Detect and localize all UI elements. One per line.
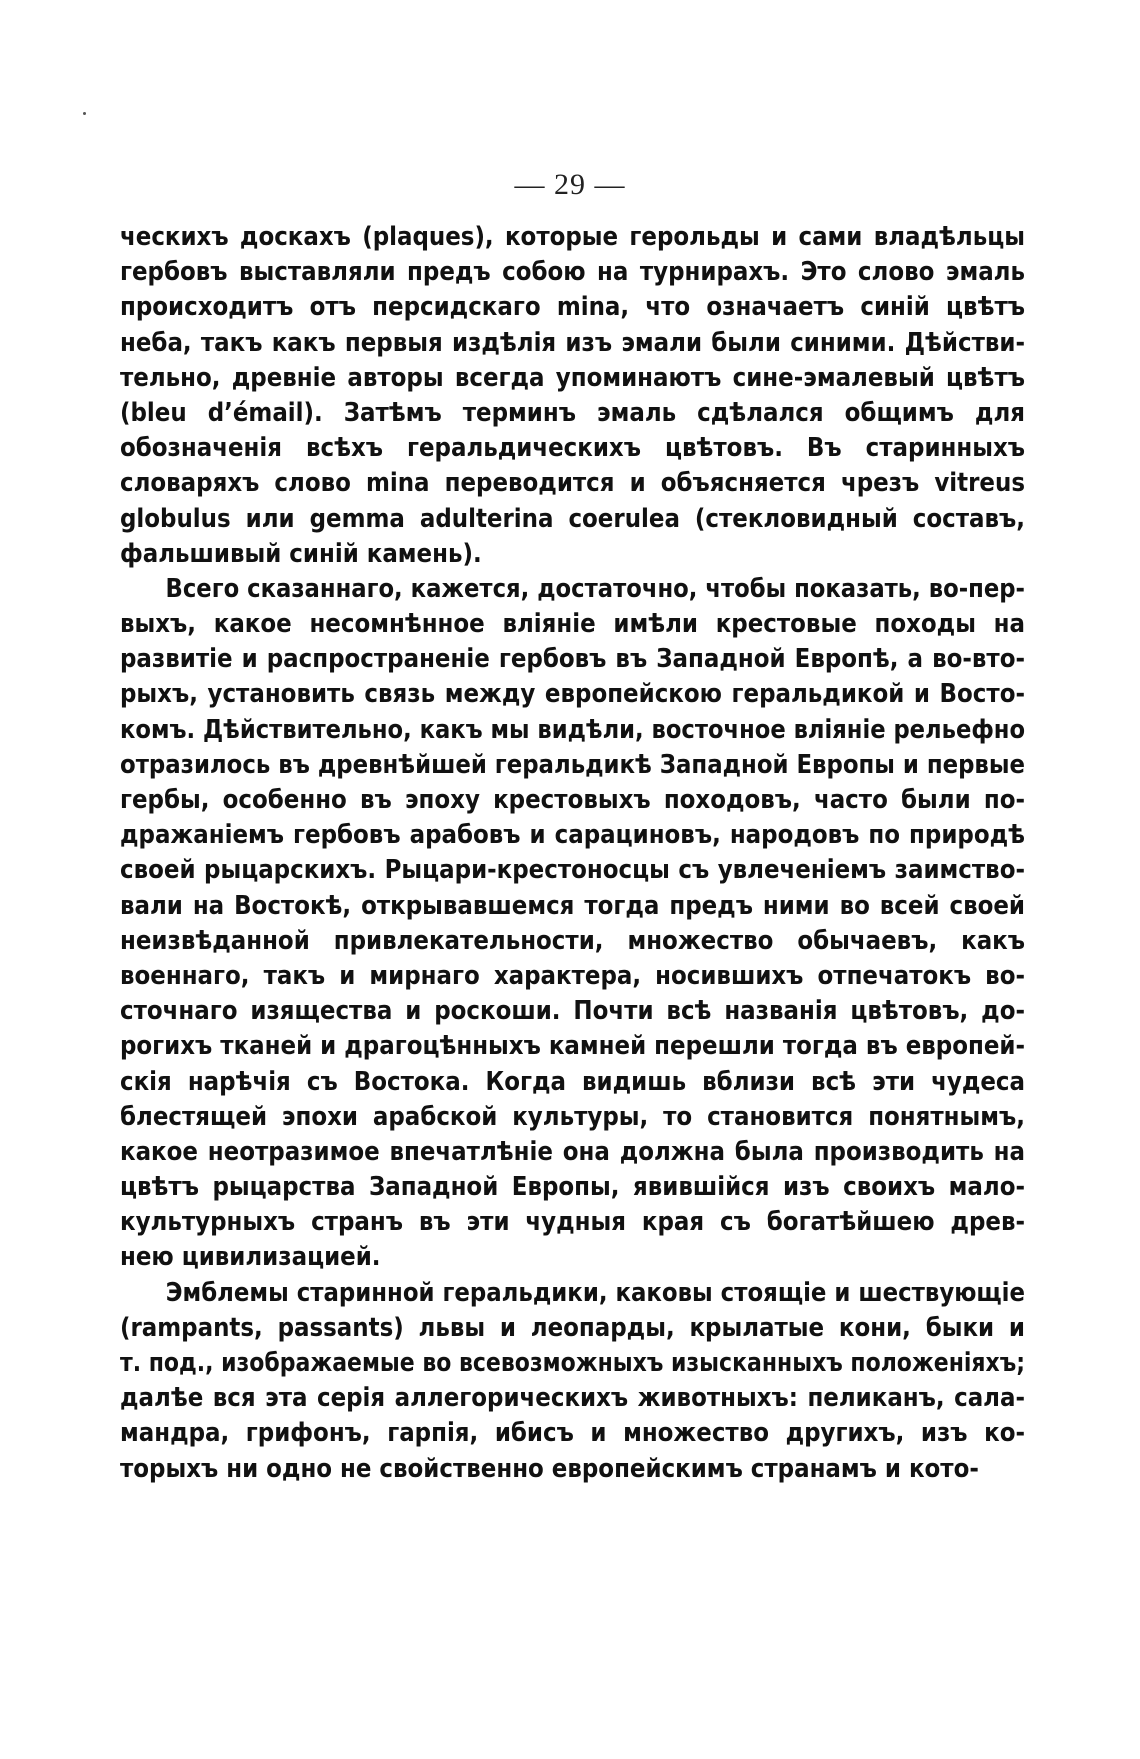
text-line: вали на Востокѣ, открывавшемся тогда предъ ними во всей своей	[120, 890, 1025, 921]
text-line: рогихъ тканей и драгоцѣнныхъ камней перешли тогда въ европей-	[120, 1031, 1025, 1062]
scan-speck	[83, 112, 86, 115]
text-line: Эмблемы старинной геральдики, каковы стоящіе и шествующіе	[165, 1277, 1026, 1308]
text-line: какое неотразимое впечатлѣніе она должна была производить на	[120, 1136, 1025, 1167]
text-line: мандра, грифонъ, гарпія, ибисъ и множество другихъ, изъ ко-	[120, 1418, 1025, 1449]
text-line: торыхъ ни одно не свойственно европейскимъ странамъ и кото-	[120, 1453, 979, 1484]
text-line: неба, такъ какъ первыя издѣлія изъ эмали были синими. Дѣйстви-	[120, 327, 1025, 358]
text-line: т. под., изображаемые во всевозможныхъ изысканныхъ положеніяхъ;	[120, 1348, 1026, 1378]
text-line: (bleu d’émail). Затѣмъ терминъ эмаль сдѣлался общимъ для	[120, 397, 1025, 428]
text-line: своей рыцарскихъ. Рыцари-крестоносцы съ увлеченіемъ заимство-	[120, 855, 1025, 886]
text-line: культурныхъ странъ въ эти чудныя края съ богатѣйшею древ-	[120, 1207, 1025, 1238]
text-line: тельно, древніе авторы всегда упоминаютъ сине-эмалевый цвѣтъ	[120, 362, 1025, 393]
text-line: (rampants, passants) львы и леопарды, крылатые кони, быки и	[120, 1312, 1025, 1343]
body-text	[120, 220, 1025, 1487]
text-line: нею цивилизацией.	[120, 1242, 381, 1273]
text-line: комъ. Дѣйствительно, какъ мы видѣли, восточное вліяніе рельефно	[120, 714, 1026, 745]
text-line: дражаніемъ гербовъ арабовъ и сарациновъ, народовъ по природѣ	[120, 820, 1025, 851]
text-line: гербы, особенно въ эпоху крестовыхъ походовъ, часто были по-	[120, 785, 1025, 815]
text-line: Всего сказаннаго, кажется, достаточно, чтобы показать, во-пер-	[165, 573, 1025, 604]
text-line: ческихъ доскахъ (plaques), которые герольды и сами владѣльцы	[120, 222, 1025, 252]
text-line: блестящей эпохи арабской культуры, то становится понятнымъ,	[120, 1101, 1025, 1132]
text-line: выхъ, какое несомнѣнное вліяніе имѣли крестовые походы на	[120, 609, 1025, 640]
text-line: фальшивый синій камень).	[120, 538, 482, 569]
text-line: скія нарѣчія съ Востока. Когда видишь вблизи всѣ эти чудеса	[120, 1066, 1025, 1097]
text-line: globulus или gemma adulterina coerulea (стекловидный составъ,	[120, 503, 1025, 534]
paragraph	[120, 572, 1025, 1276]
paragraph	[120, 220, 1025, 572]
text-line: обозначенія всѣхъ геральдическихъ цвѣтовъ. Въ старинныхъ	[120, 433, 1025, 464]
text-line: сточнаго изящества и роскоши. Почти всѣ названія цвѣтовъ, до-	[120, 996, 1025, 1027]
text-line: неизвѣданной привлекательности, множество обычаевъ, какъ	[120, 925, 1025, 956]
text-line: словаряхъ слово mina переводится и объясняется чрезъ vitreus	[120, 468, 1025, 499]
text-line: гербовъ выставляли предъ собою на турнирахъ. Это слово эмаль	[120, 257, 1025, 288]
text-line: рыхъ, установить связь между европейскою геральдикой и Восто-	[120, 679, 1025, 710]
text-line: цвѣтъ рыцарства Западной Европы, явившійся изъ своихъ мало-	[120, 1172, 1025, 1203]
text-line: происходитъ отъ персидскаго mina, что означаетъ синій цвѣтъ	[120, 292, 1025, 323]
page-number: — 29 —	[514, 168, 626, 201]
text-line: отразилось въ древнѣйшей геральдикѣ Западной Европы и первые	[120, 749, 1026, 780]
text-line: военнаго, такъ и мирнаго характера, носившихъ отпечатокъ во-	[120, 960, 1025, 991]
text-line: развитіе и распространеніе гербовъ въ Западной Европѣ, а во-вто-	[120, 644, 1025, 675]
text-line: далѣе вся эта серія аллегорическихъ животныхъ: пеликанъ, сала-	[120, 1383, 1025, 1414]
paragraph	[120, 1276, 1025, 1487]
